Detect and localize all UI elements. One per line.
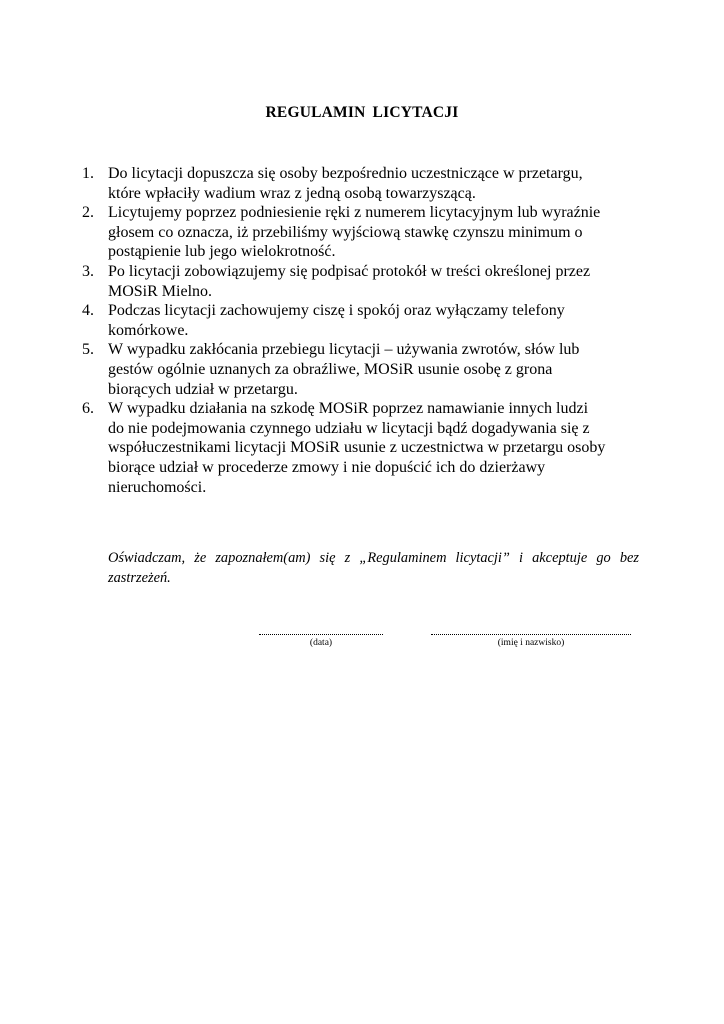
rule-line: postąpienie lub jego wielokrotność. <box>108 243 336 261</box>
rule-line: głosem co oznacza, iż przebiliśmy wyjściową stawkę czynszu minimum o <box>108 223 583 241</box>
name-signature-field <box>431 624 631 648</box>
date-label: (data) <box>309 638 333 648</box>
rule-line: Licytujemy poprzez podniesienie ręki z numerem licytacyjnym lub wyraźnie <box>108 204 601 222</box>
rule-number: 2. <box>82 204 94 222</box>
rule-number: 3. <box>82 262 94 280</box>
rule-item <box>82 262 647 301</box>
rule-line: Podczas licytacji zachowujemy ciszę i spokój oraz wyłączamy telefony <box>108 302 565 320</box>
rule-line: które wpłaciły wadium wraz z jedną osobą towarzyszącą. <box>108 184 476 202</box>
rule-item <box>82 164 647 203</box>
rule-line: komórkowe. <box>108 321 189 339</box>
rule-line: W wypadku działania na szkodę MOSiR poprzez namawianie innych ludzi <box>108 400 589 418</box>
name-dotted-line <box>431 624 631 635</box>
declaration-text: Oświadczam, że zapoznałem(am) się z „Regulaminem licytacji” i akceptuje go bez zastrzeżeń. <box>108 550 639 586</box>
rule-item <box>82 301 647 340</box>
rule-line: nieruchomości. <box>108 478 207 496</box>
rule-item <box>82 203 647 262</box>
rule-line: Do licytacji dopuszcza się osoby bezpośrednio uczestniczące w przetargu, <box>108 165 583 182</box>
name-label: (imię i nazwisko) <box>497 638 565 648</box>
rule-number: 6. <box>82 400 94 418</box>
rule-line: współuczestnikami licytacji MOSiR usunie z uczestnictwa w przetargu osoby <box>108 439 606 457</box>
rule-line: MOSiR Mielno. <box>108 282 213 300</box>
document-title: REGULAMIN LICYTACJI <box>265 104 459 121</box>
rule-line: gestów ogólnie uznanych za obraźliwe, MOSiR usunie osobę z grona <box>108 360 553 378</box>
rule-line: do nie podejmowania czynnego udziału w licytacji bądź dogadywania się z <box>108 419 590 437</box>
rule-number: 1. <box>82 165 94 182</box>
rule-line: W wypadku zakłócania przebiegu licytacji – używania zwrotów, słów lub <box>108 341 580 359</box>
date-signature-field <box>259 624 383 648</box>
rules-list <box>82 164 647 497</box>
rule-number: 4. <box>82 302 94 320</box>
rule-line: Po licytacji zobowiązujemy się podpisać protokół w treści określonej przez <box>108 262 591 280</box>
date-dotted-line <box>259 624 383 635</box>
rule-number: 5. <box>82 341 94 359</box>
rule-line: biorące udział w procederze zmowy i nie dopuścić ich do dzierżawy <box>108 458 546 476</box>
rule-line: biorących udział w przetargu. <box>108 380 298 398</box>
rule-item <box>82 399 647 497</box>
rule-item <box>82 340 647 399</box>
